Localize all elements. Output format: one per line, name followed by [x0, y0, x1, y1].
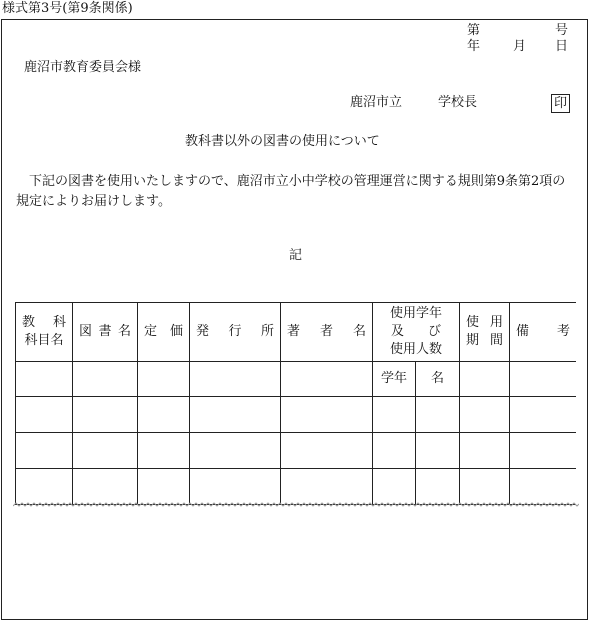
table-cell	[16, 362, 73, 397]
table-cell	[138, 362, 190, 397]
table-cell	[73, 362, 138, 397]
sub-header-count: 名	[416, 362, 460, 397]
header-remarks: 備 考	[510, 303, 577, 362]
header-grade-count: 使用学年 及 び 使用人数	[373, 303, 460, 362]
book-usage-table	[15, 302, 576, 506]
table-cell	[510, 362, 577, 397]
sender-city-school: 鹿沼市立	[350, 95, 403, 110]
header-subject: 教 科 科目名	[16, 303, 73, 362]
table-cell	[281, 362, 373, 397]
form-label: 様式第3号(第9条関係)	[2, 1, 133, 16]
table-row	[16, 433, 577, 469]
date-year: 年	[467, 39, 481, 54]
date-month: 月	[513, 39, 527, 54]
sender-title: 学校長	[438, 95, 478, 110]
document-title: 教科書以外の図書の使用について	[185, 134, 380, 149]
torn-edge	[13, 498, 579, 512]
body-text: 下記の図書を使用いたしますので、鹿沼市立小中学校の管理運営に関する規則第9条第2項の規定によりお届けします。	[16, 174, 566, 209]
header-period: 使 用 期 間	[460, 303, 510, 362]
sub-header-grade: 学年	[373, 362, 416, 397]
header-publisher: 発 行 所	[190, 303, 281, 362]
header-book-name: 図 書 名	[73, 303, 138, 362]
addressee: 鹿沼市教育委員会様	[24, 60, 142, 75]
header-author: 著 者 名	[281, 303, 373, 362]
document-number-prefix: 第	[467, 23, 481, 38]
seal-stamp	[551, 94, 570, 113]
note-marker: 記	[289, 248, 303, 263]
header-price: 定 価	[138, 303, 190, 362]
table-cell	[190, 362, 281, 397]
seal-label: 印	[553, 96, 567, 111]
table-row	[16, 397, 577, 433]
document-number-suffix: 号	[555, 23, 569, 38]
date-day: 日	[555, 39, 569, 54]
table-cell	[460, 362, 510, 397]
